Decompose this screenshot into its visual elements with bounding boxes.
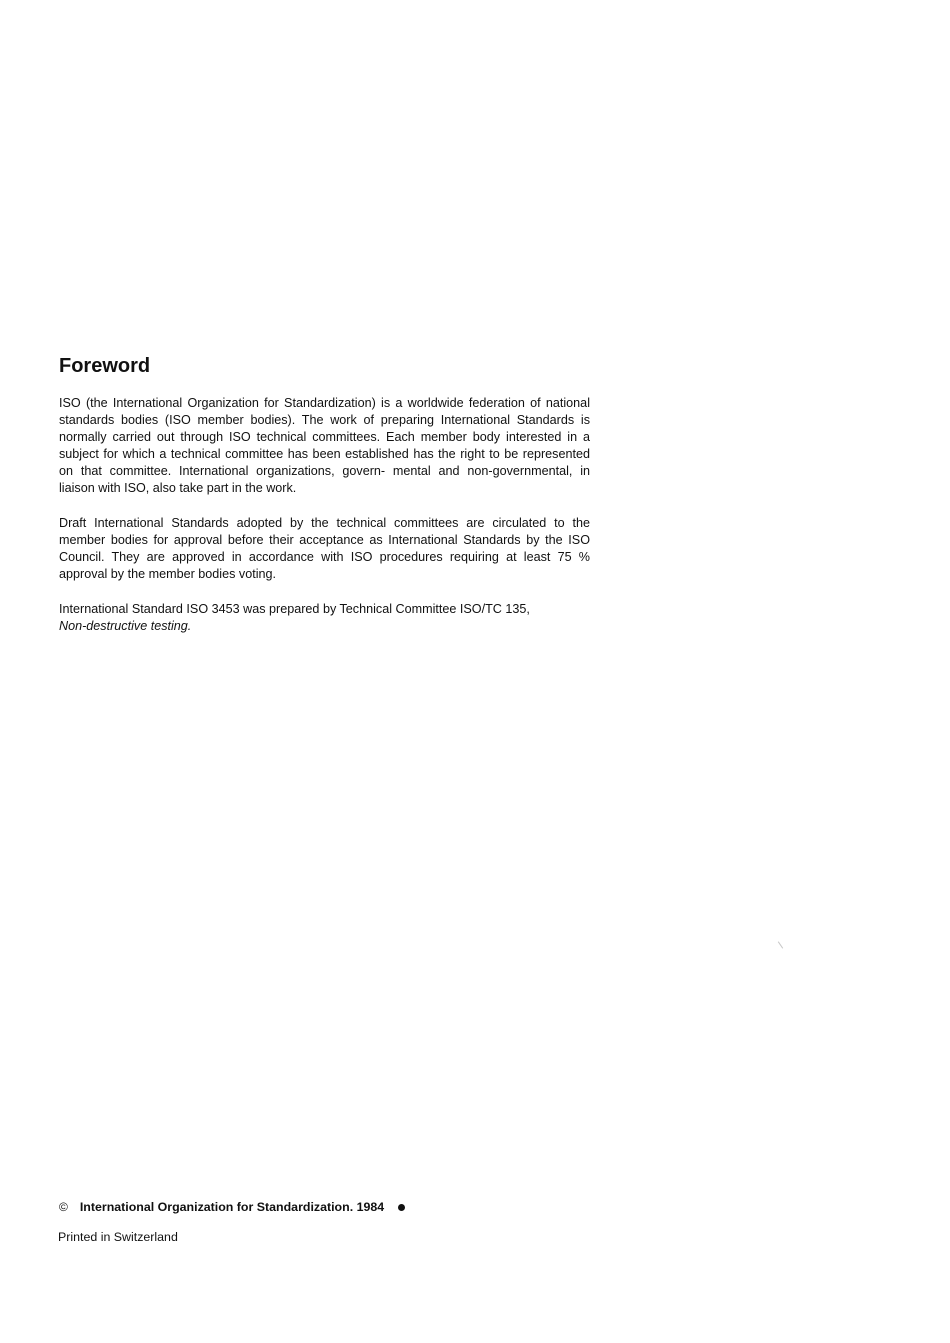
foreword-heading: Foreword [59, 355, 151, 377]
committee-title: Non-destructive testing. [59, 619, 192, 633]
copyright-text: International Organization for Standardization. 1984 [79, 1200, 385, 1214]
foreword-paragraph-iso-federation: ISO (the International Organization for Standardization) is a worldwide federation of national standards bodies (ISO member bodies). The work of preparing International Standards is normally carried out through ISO technical committees. Each member body interested in a subject for which a technical committee has been established has the right to be represented on that committee. International organizations, govern- mental and non-governmental, in liaison with ISO, also take part in the work. [59, 396, 590, 495]
foreword-paragraph-standard-statement [59, 601, 590, 635]
printed-in-line: Printed in Switzerland [58, 1230, 178, 1244]
foreword-section [59, 354, 590, 635]
standard-statement-text: International Standard ISO 3453 was prepared by Technical Committee ISO/TC 135, [59, 602, 530, 616]
scan-mark-decoration [778, 941, 783, 948]
bullet-dot-icon [398, 1204, 405, 1211]
copyright-line [59, 1199, 405, 1215]
copyright-symbol: © [59, 1200, 68, 1214]
foreword-paragraph-draft-standards: Draft International Standards adopted by the technical committees are circulated to the member bodies for approval before their acceptance as International Standards by the ISO Council. They are approved in accordance with ISO procedures requiring at least 75 % approval by the member bodies voting. [59, 516, 590, 581]
